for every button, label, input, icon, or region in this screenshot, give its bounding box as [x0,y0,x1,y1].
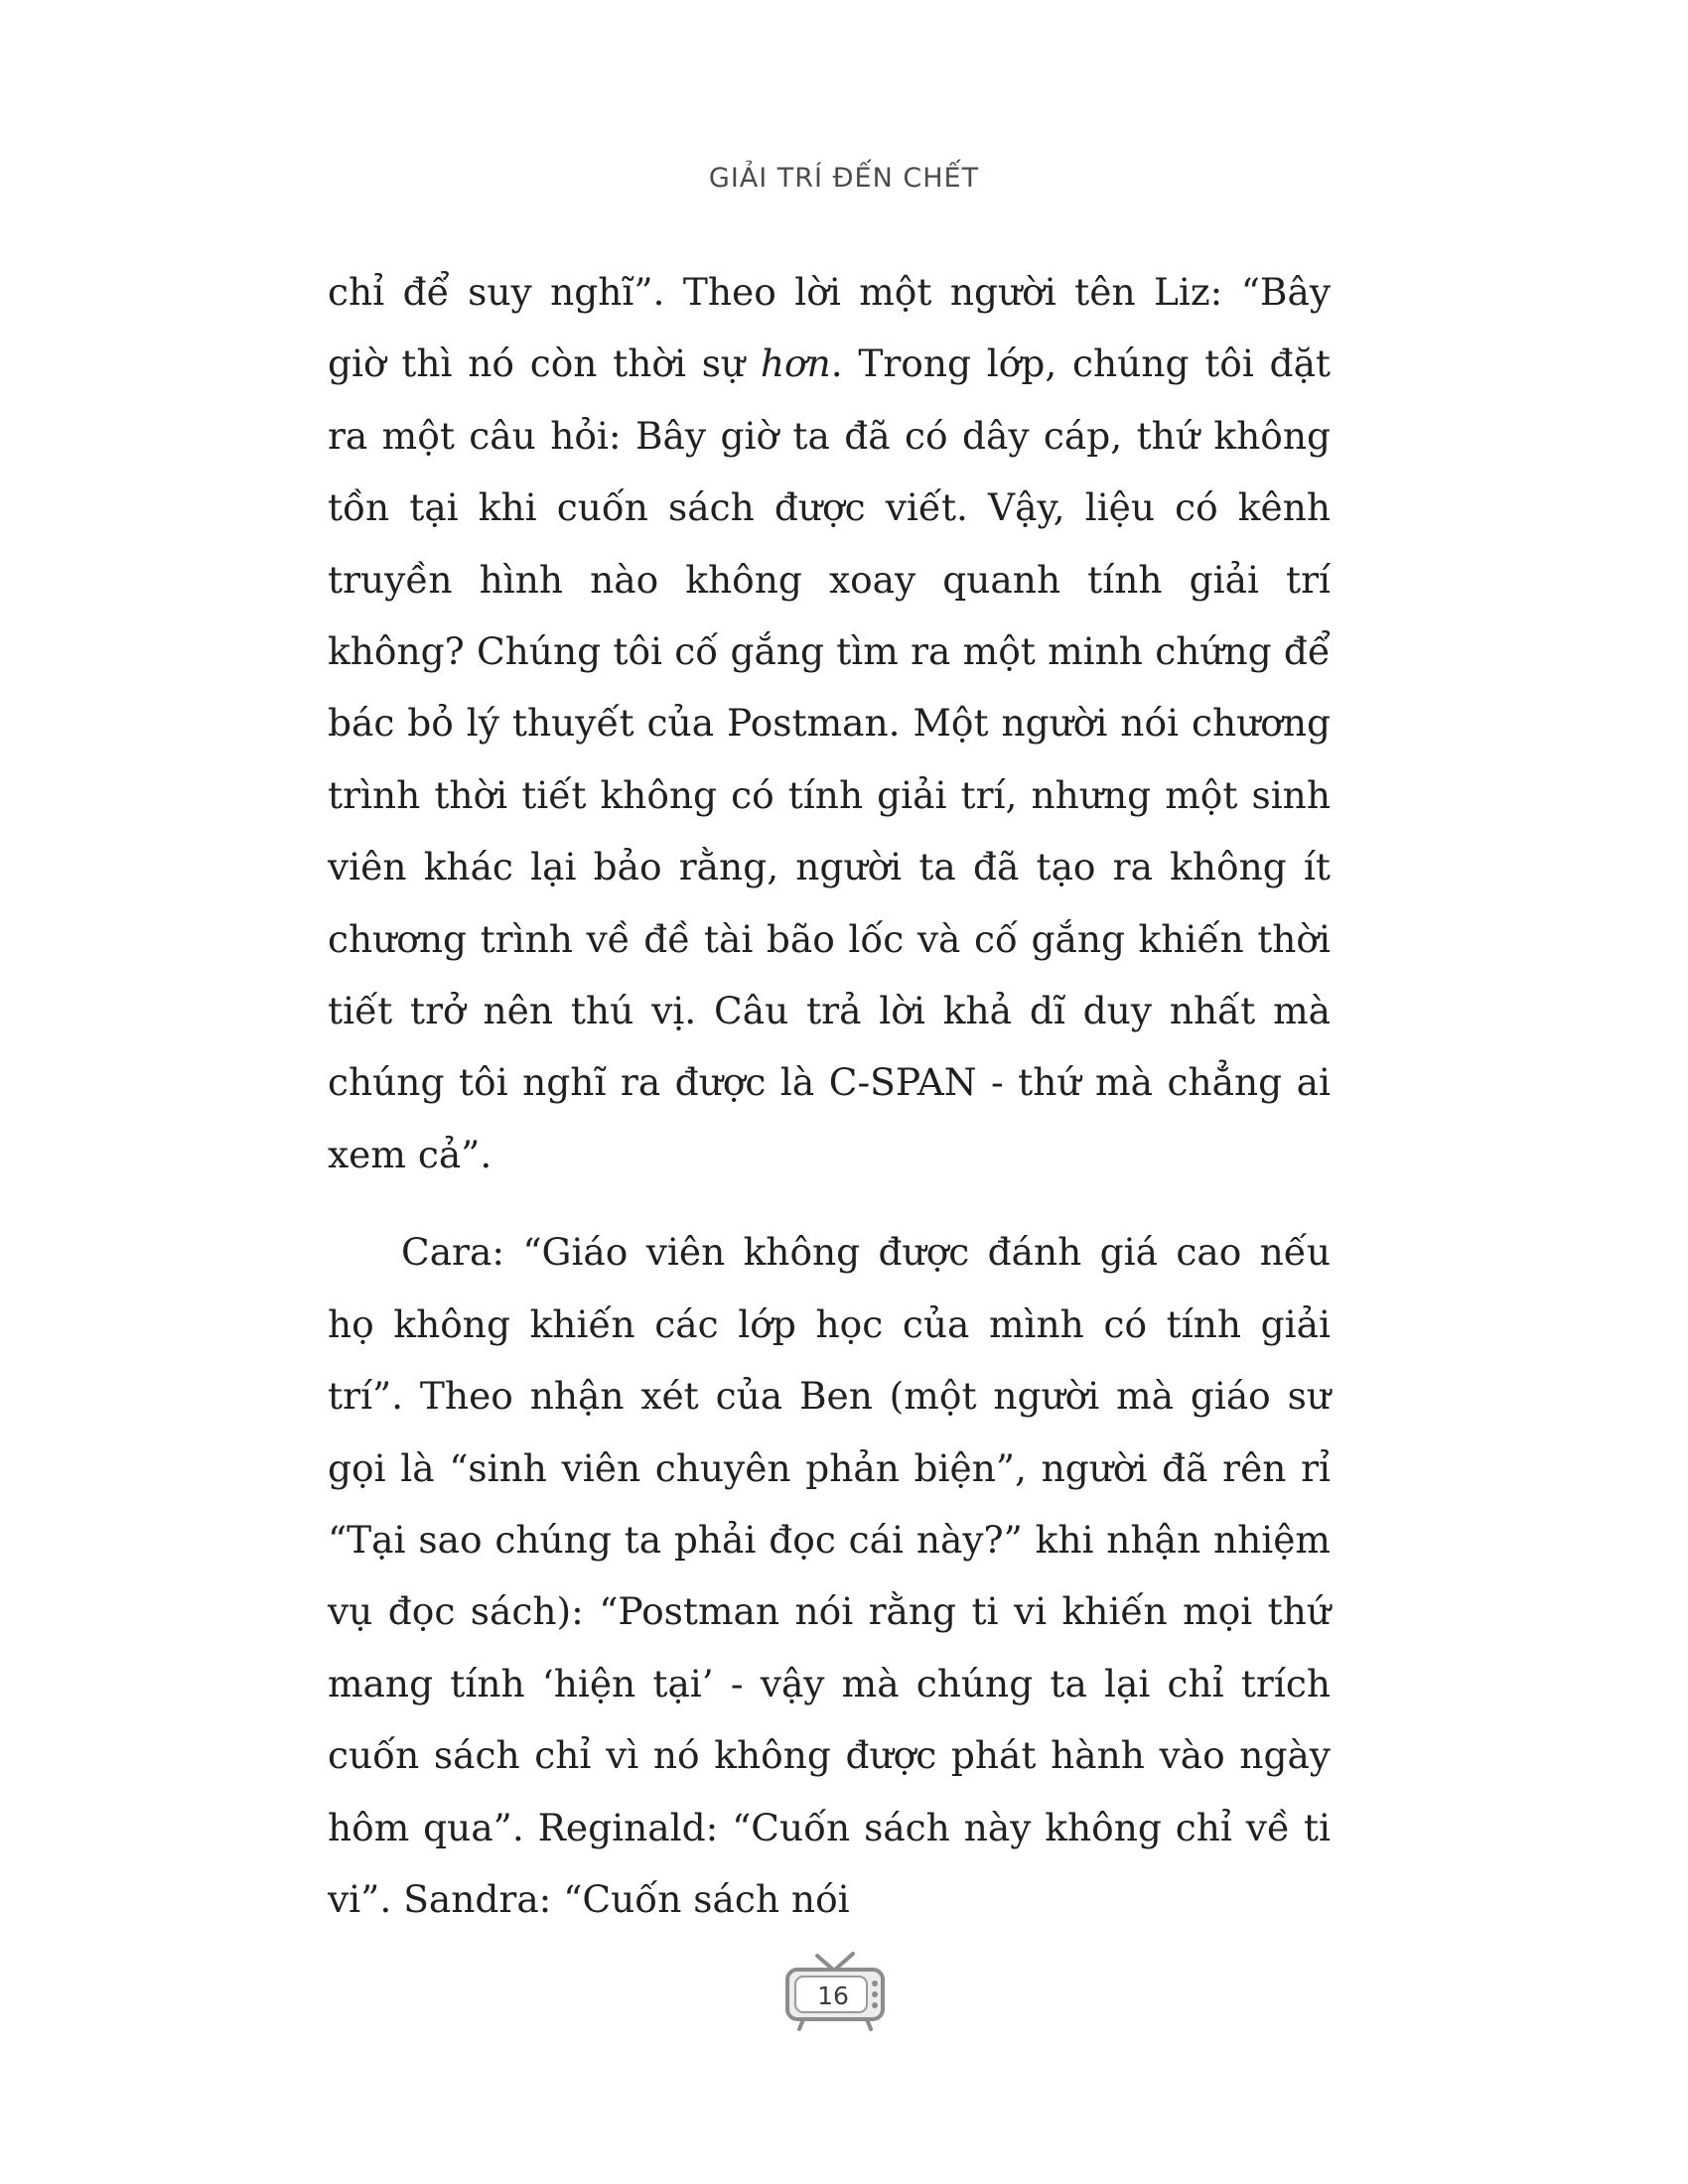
paragraph-1-text-end: . Trong lớp, chúng tôi đặt ra một câu hỏi: Bây giờ ta đã có dây cáp, thứ không tồn tại khi cuốn sách được viết. Vậy, liệu có kênh truyền hình nào không xoay quanh tính giải trí không? Chúng tôi cố gắng tìm ra một minh chứng để bác bỏ lý thuyết của Postman. Một người nói chương trình thời tiết không có tính giải trí, nhưng một sinh viên khác lại bảo rằng, người ta đã tạo ra không ít chương trình về đề tài bão lốc và cố gắng khiến thời tiết trở nên thú vị. Câu trả lời khả dĩ duy nhất mà chúng tôi nghĩ ra được là C-SPAN - thứ mà chẳng ai xem cả”. [328,341,1331,1176]
main-text [328,256,1331,1935]
page-number-badge [779,1936,909,2035]
paragraph-1 [328,256,1331,1190]
paragraph-1-italic-word: hơn [760,341,831,386]
running-header-title: GIẢI TRÍ ĐẾN CHẾT [708,163,980,194]
paragraph-1-text-start: chỉ để suy nghĩ”. Theo lời một người tên Liz: “Bây giờ thì nó còn thời sự [328,270,1331,386]
paragraph-2: Cara: “Giáo viên không được đánh giá cao nếu họ không khiến các lớp học của mình có tính giải trí”. Theo nhận xét của Ben (một người mà giáo sư gọi là “sinh viên chuyên phản biện”, người đã rên rỉ “Tại sao chúng ta phải đọc cái này?” khi nhận nhiệm vụ đọc sách): “Postman nói rằng ti vi khiến mọi thứ mang tính ‘hiện tại’ - vậy mà chúng ta lại chỉ trích cuốn sách chỉ vì nó không được phát hành vào ngày hôm qua”. Reginald: “Cuốn sách này không chỉ về ti vi”. Sandra: “Cuốn sách nói [328,1230,1331,1921]
page-number: 16 [817,1981,849,2010]
